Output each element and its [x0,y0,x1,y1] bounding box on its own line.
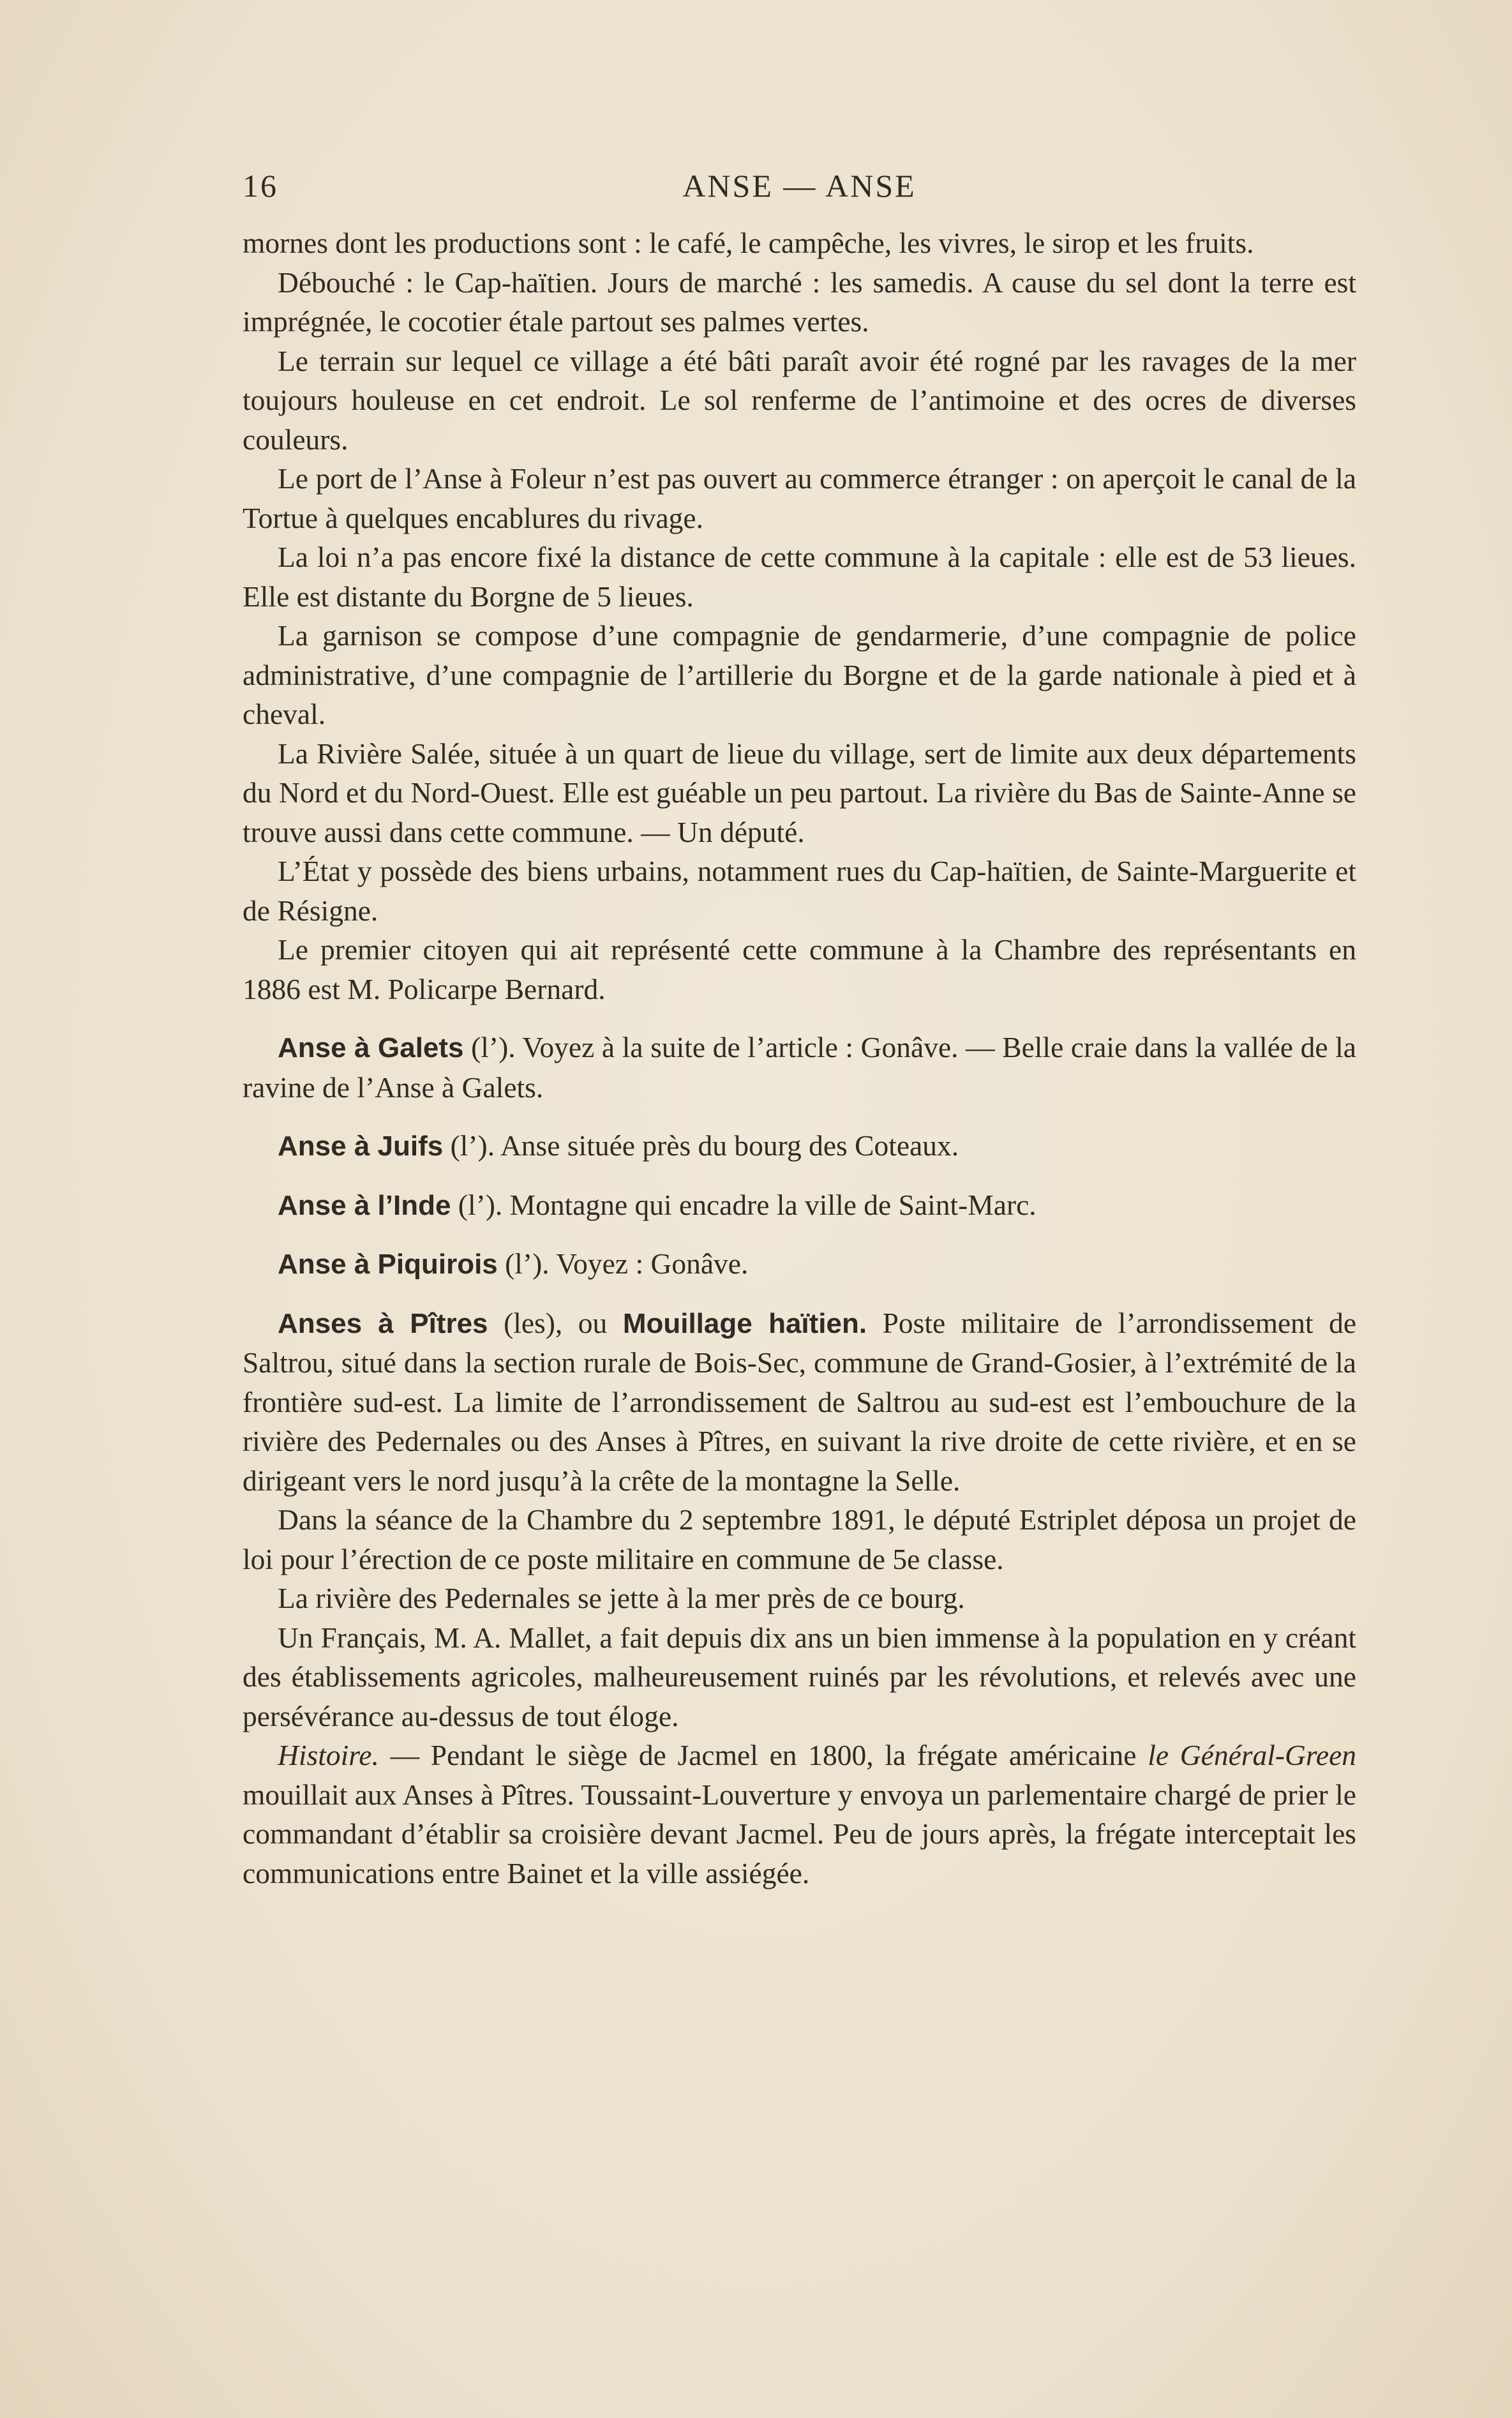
ship-name: le Général-Green [1148,1739,1357,1771]
paragraph: La Rivière Salée, située à un quart de lieue du village, sert de limite aux deux départements du Nord et du Nord-Ouest. Elle est guéable un peu partout. La rivière du Bas de Sainte-Anne se trouve aussi dans cette commune. — Un député. [243,737,1356,848]
histoire-label: Histoire. [278,1739,379,1771]
paragraph: La garnison se compose d’une compagnie de gendarmerie, d’une compagnie de police administrative, d’une compagnie de l’artillerie du Borgne et de la garde nationale à pied et à cheval. [243,619,1356,730]
paragraph: mornes dont les productions sont : le café, le campêche, les vivres, le sirop et les fruits. [243,227,1254,259]
paragraph: Le terrain sur lequel ce village a été bâti paraît avoir été rogné par les ravages de la mer toujours houleuse en cet endroit. Le sol renferme de l’antimoine et des ocres de diverses couleurs. [243,344,1356,456]
entry-text: Voyez : Gonâve. [556,1247,749,1280]
entry-text: Anse située près du bourg des Coteaux. [500,1129,959,1162]
paragraph: Le port de l’Anse à Foleur n’est pas ouvert au commerce étranger : on aperçoit le canal de la Tortue à quelques encablures du rivage. [243,462,1356,534]
page-header [243,167,1356,212]
page-body [243,223,1356,1893]
paragraph: La rivière des Pedernales se jette à la mer près de ce bourg. [278,1582,965,1614]
paragraph: Un Français, M. A. Mallet, a fait depuis dix ans un bien immense à la population en y créant des établissements agricoles, malheureusement ruinés par les révolutions, et relevés avec une persévérance au-dessus de tout éloge. [243,1621,1356,1732]
dictionary-entry [243,1185,1356,1226]
paragraph: Dans la séance de la Chambre du 2 septembre 1891, le député Estriplet déposa un projet de loi pour l’érection de ce poste militaire en commune de 5e classe. [243,1503,1356,1575]
entry-text: Voyez à la suite de l’article : Gonâve. — Belle craie dans la vallée de la ravine de l’Anse à Galets. [243,1031,1356,1104]
entry-article: (l’). [458,1188,503,1221]
entry-headword: Anse à Piquirois [278,1249,498,1280]
entry-headword: Anse à Juifs [278,1130,444,1162]
dictionary-entry [243,1126,1356,1166]
running-head: ANSE — ANSE [682,168,917,204]
entry-text: Poste militaire de l’arrondissement de Saltrou, situé dans la section rurale de Bois-Sec, commune de Grand-Gosier, à l’extrémité de la frontière sud-est. La limite de l’arrondissement de Saltrou au sud-est est l’embouchure de la rivière des Pedernales ou des Anses à Pîtres, en suivant la rive droite de cette rivière, et en se dirigeant vers le nord jusqu’à la crête de la montagne la Selle. [243,1306,1357,1497]
entry-headword: Anses à Pîtres [278,1307,488,1339]
paragraph: Débouché : le Cap-haïtien. Jours de marché : les samedis. A cause du sel dont la terre est imprégnée, le cocotier étale partout ses palmes vertes. [243,266,1356,338]
entry-article: (l’). [471,1031,516,1063]
paragraph: L’État y possède des biens urbains, notamment rues du Cap-haïtien, de Sainte-Marguerite et de Résigne. [243,855,1356,927]
dictionary-entry [243,1303,1356,1501]
histoire-text-b: mouillait aux Anses à Pîtres. Toussaint-Louverture y envoya un parlementaire chargé de prier le commandant d’établir sa croisière devant Jacmel. Peu de jours après, la frégate interceptait les communications entre Bainet et la ville assiégée. [243,1778,1356,1889]
page-number: 16 [243,168,278,204]
paragraph: Le premier citoyen qui ait représenté cette commune à la Chambre des représentants en 1886 est M. Policarpe Bernard. [243,933,1356,1005]
entry-article: (l’). [450,1129,495,1162]
entry-headword: Anse à Galets [278,1032,464,1063]
entry-headword: Anse à l’Inde [278,1189,451,1221]
paragraph: La loi n’a pas encore fixé la distance de cette commune à la capitale : elle est de 53 lieues. Elle est distante du Borgne de 5 lieues. [243,541,1356,613]
histoire-paragraph [243,1736,1356,1893]
entry-article: (l’). [505,1247,550,1280]
entry-article: (les), ou [504,1306,608,1339]
dictionary-entry [243,1028,1356,1107]
entry-headword-alt: Mouillage haïtien. [622,1307,867,1339]
dictionary-entry [243,1244,1356,1284]
entry-text: Montagne qui encadre la ville de Saint-Marc. [509,1188,1037,1221]
histoire-text-a: — Pendant le siège de Jacmel en 1800, la frégate américaine [390,1739,1137,1771]
